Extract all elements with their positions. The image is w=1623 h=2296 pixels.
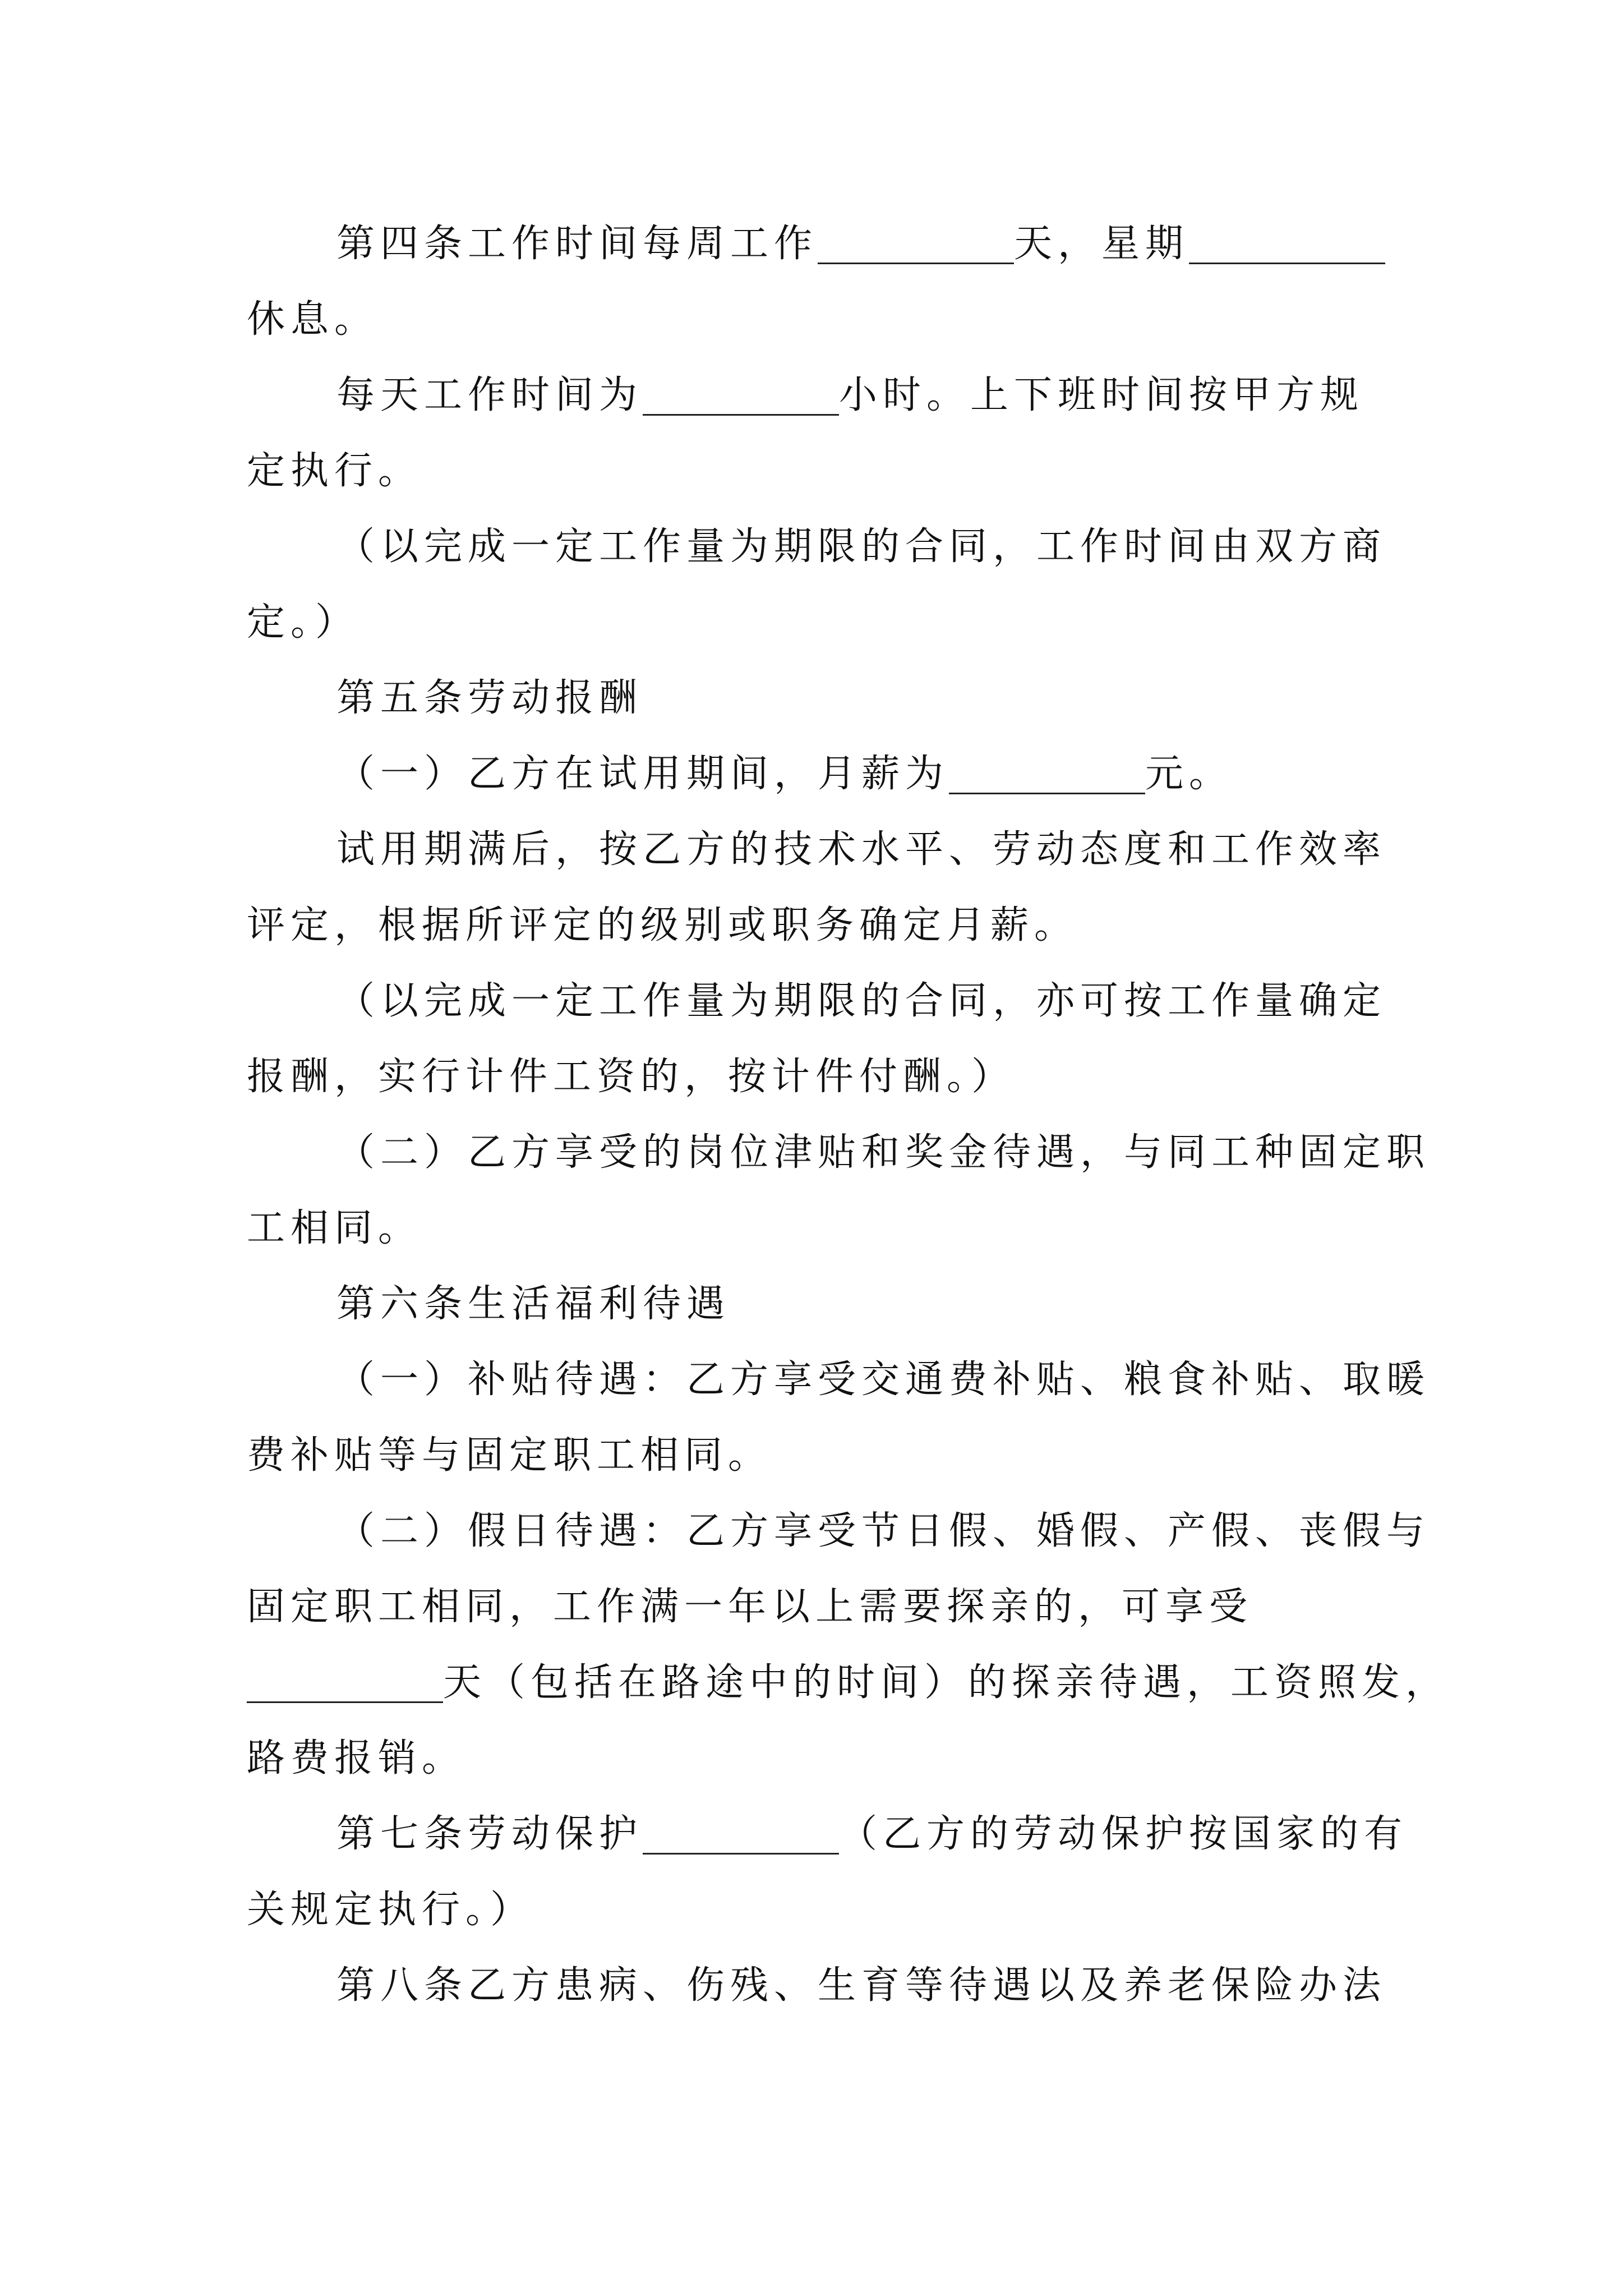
paragraph-line: 定执行。 [247, 449, 422, 493]
paragraph-line: 定。） [247, 600, 359, 645]
fill-in-blank [643, 375, 839, 416]
line-text: 天（包括在路途中的时间）的探亲待遇，工资照发， [443, 1660, 1450, 1705]
article-4-line [336, 216, 1385, 272]
fill-in-blank [818, 223, 1014, 264]
paragraph-line: 评定，根据所评定的级别或职务确定月薪。 [247, 903, 1078, 947]
paragraph-line: 工相同。 [247, 1206, 422, 1250]
paragraph-line: 费补贴等与固定职工相同。 [247, 1433, 772, 1478]
paragraph-line: （以完成一定工作量为期限的合同，工作时间由双方商 [336, 524, 1387, 569]
paragraph-line: 路费报销。 [247, 1736, 466, 1780]
line-text: （乙方的劳动保护按国家的有 [839, 1812, 1408, 1856]
line-text: 元。 [1145, 752, 1233, 796]
fill-in-blank [1189, 223, 1385, 264]
home-leave-line [247, 1655, 1449, 1711]
line-text: 第七条劳动保护 [336, 1812, 643, 1856]
paragraph-line: （一）补贴待遇：乙方享受交通费补贴、粮食补贴、取暖 [336, 1358, 1431, 1402]
article-heading: 第六条生活福利待遇 [336, 1282, 731, 1326]
fill-in-blank [643, 1814, 839, 1855]
paragraph-line: 第八条乙方患病、伤残、生育等待遇以及养老保险办法 [336, 1963, 1387, 2008]
paragraph-line: 试用期满后，按乙方的技术水平、劳动态度和工作效率 [336, 827, 1387, 872]
line-text: 每天工作时间为 [336, 373, 643, 417]
paragraph-line: 固定职工相同，工作满一年以上需要探亲的，可享受 [247, 1585, 1253, 1629]
article-7-line [336, 1806, 1408, 1862]
line-text: 小时。上下班时间按甲方规 [839, 373, 1364, 417]
paragraph-line: 关规定执行。） [247, 1888, 534, 1932]
paragraph-line: （以完成一定工作量为期限的合同，亦可按工作量确定 [336, 979, 1387, 1023]
fill-in-blank [949, 753, 1145, 794]
line-text: （一）乙方在试用期间，月薪为 [336, 752, 949, 796]
paragraph-line: （二）乙方享受的岗位津贴和奖金待遇，与同工种固定职 [336, 1130, 1431, 1175]
paragraph-line: （二）假日待遇：乙方享受节日假、婚假、产假、丧假与 [336, 1509, 1431, 1553]
article-heading: 第五条劳动报酬 [336, 676, 643, 720]
fill-in-blank [247, 1662, 443, 1703]
paragraph-line: 报酬，实行计件工资的，按计件付酬。） [247, 1055, 1016, 1099]
work-hours-line [336, 367, 1364, 424]
line-text: 第四条工作时间每周工作 [336, 222, 818, 266]
paragraph-line: 休息。 [247, 297, 379, 342]
salary-line [336, 746, 1233, 802]
line-text: 天，星期 [1014, 222, 1189, 266]
